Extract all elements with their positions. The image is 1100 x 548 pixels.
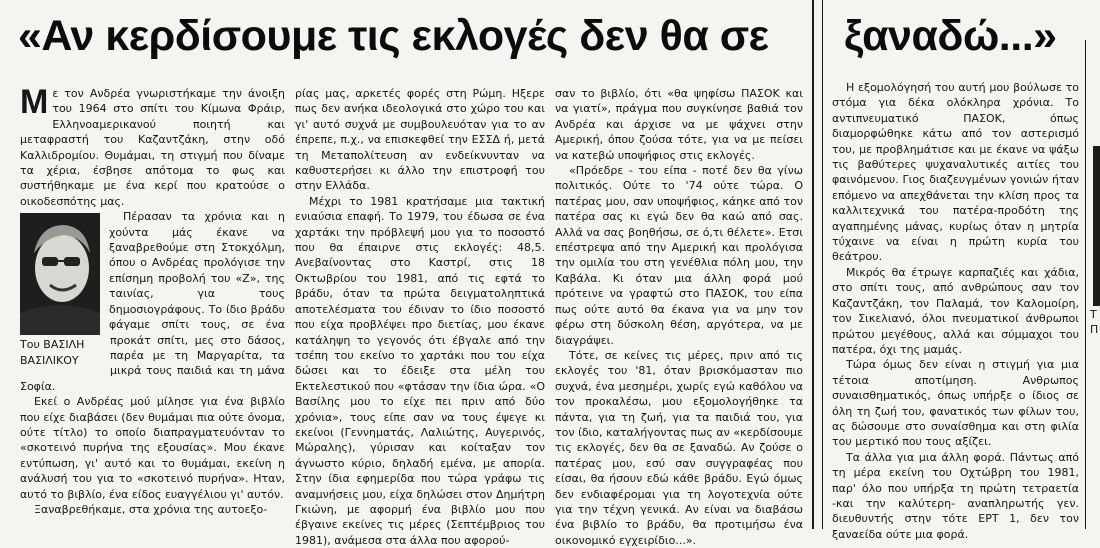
paragraph: ε τον Ανδρέα γνωριστήκαμε την άνοιξη του 1964 στο σπίτι του Κίμωνα Φράιρ, Ελληνοαμερικανού ποιητή και μεταφραστή του Καζαντζάκη, στην οδό Καλλιδρομίου. Θυμάμαι, τη στιγμή που δίναμε τα χέρια, έσβησε απότομα το φως και συστήθηκαμε με ένα κερί που κρατούσε ο οικοδεσπότης μας.	[20, 87, 285, 208]
paragraph: Η εξομολόγησή του αυτή μου βούλωσε το στόμα για δέκα ολόκληρα χρόνια. Το αντιπνευματικό ΠΑΣΟΚ, όπως διαμορφώθηκε κάτω από τον αστερισμό του, με προβλημάτισε και με έκανε να ψάξω τις βαθύτερες ψυχαναλυτικές αιτίες του φαινόμενου. Γιος διαζευγμένων γονιών ήταν επόμενο να απεχθάνεται την κλίση προς τα καλλιτεχνικά του πατέρα-προδότη της αγαπημένης μάνας, κυρίως όταν η μητρία τύχαινε να είναι η πρώτη κυρία του θεάτρου.	[832, 81, 1079, 264]
paragraph: Τώρα όμως δεν είναι η στιγμή για μια τέτοια αποτίμηση. Ανθρωπος συναισθηματικός, όπως υπήρξε ο ίδιος σε όλη τη ζωή του, φανατικός των φίλων του, ας δώσουμε στο συναίσθημα και στη φιλία του μερτικό που τους αξίζει.	[832, 358, 1079, 449]
column-divider	[1085, 40, 1086, 529]
cropped-caption: Τ Π	[1090, 308, 1099, 337]
article-column-1	[20, 83, 285, 517]
article-column-4	[832, 80, 1079, 542]
paragraph: Μέχρι το 1981 κρατήσαμε μια τακτική ενιαύσια επαφή. Το 1979, του έδωσα σε ένα χαρτάκι την πρόβλεψή μου για το ποσοστό που θα έπαιρνε στις εκλογές: 48,5. Ανεβαίνοντας στο Καστρί, στις 18 Οκτωβρίου του 1981, από τις εφτά το βράδυ, όταν τα πρώτα δειγματοληπτικά αποτελέσματα του έδιναν το ίδιο ποσοστό που είχα προβλέψει προ διετίας, μου έκανε κατάληψη το γεγονός ότι έβγαλε από την τσέπη του εκείνο το χαρτάκι που του είχα δώσει και το έδειξε στα μέλη του Εκτελεστικού που «φτάσαν την ίδια ώρα. «Ο Βασίλης μου το είχε πει πριν από δύο χρόνια», τους είπε σαν να τους έψεγε κι εκείνοι (Γεννηματάς, Λαλιώτης, Αυγερινός, Μώραλης), γύρισαν και κοίταξαν τον άγνωστο κύριο, δηλαδή εμένα, με απορία. Στην ίδια εφημερίδα που τώρα γράφω τις αναμνήσεις μου, είχα δηλώσει στον Δημήτρη Γκιώνη, με αφορμή ένα βιβλίο μου που έβγαινε εκείνες τις μέρες (Σεπτέμβριος του 1981), ανάμεσα στα άλλα που αφορού-	[295, 194, 545, 547]
column-divider	[812, 0, 814, 529]
paragraph: Ξαναβρεθήκαμε, στα χρόνια της αυτοεξο-	[34, 502, 268, 516]
drop-cap: Μ	[20, 83, 49, 121]
headline-left: «Αν κερδίσουμε τις εκλογές δεν θα σε	[18, 12, 769, 60]
cropped-photo-edge	[1093, 146, 1100, 306]
paragraph: σαν το βιβλίο, ότι «θα ψηφίσω ΠΑΣΟΚ και να γιατί», πράγμα που συγκίνησε βαθιά τον Ανδρέα και άρχισε να με ψάχνει στην Αμερική, όπου ζούσα τότε, για να με πείσει να κατεβώ υποψήφιος στις εκλογές.	[555, 87, 803, 162]
paragraph: Τότε, σε κείνες τις μέρες, πριν από τις εκλογές του '81, όταν βρισκόμασταν πιο συχνά, ένα μεσημέρι, χωρίς εγώ καθόλου να τον προκαλέσω, μου εξομολογήθηκε τα πάντα, για τη ζωή, για τα παιδιά του, για τον ίδιο, καταλήγοντας πως αν «κερδίσουμε τις εκλογές, δεν θα σε ξαναδώ. Αν ζούσε ο πατέρας μου, εσύ σαν συγγραφέας που είσαι, θα ήσουν εδώ κάθε βράδυ. Εγώ όμως δεν ενδιαφέρομαι για τη λογοτεχνία ούτε για την τέχνη γενικά. Αν είναι να διαβάσω ένα βιβλίο το βράδυ, θα προτιμήσω ένα οικονομικό εγχειρίδιο...».	[555, 348, 803, 547]
paragraph: Πέρασαν τα χρόνια και η χούντα μάς έκανε να ξαναβρεθούμε στη Στοκχόλμη, όπου ο Ανδρέας προλόγισε την επίσημη προβολή του «Ζ», της ταινίας, για τους δημοσιογράφους. Το ίδιο βράδυ φάγαμε σπίτι τους, σε ένα προκάτ σπίτι, μες στο δάσος, παρέα με τη Μαργαρίτα, τα μικρά τους παιδιά και τη μάνα Σοφία.	[20, 210, 285, 393]
paragraph: Εκεί ο Ανδρέας μού μίλησε για ένα βιβλίο που είχε διαβάσει (δεν θυμάμαι πια ούτε όνομα, ούτε τίτλο) το οποίο διαπραγματευόνταν το «σκοτεινό πυρήνα της εξουσίας». Μου έκανε εντύπωση, γι' αυτό και το θυμάμαι, εκείνη η ανάλυσή του για το «σκοτεινό πυρήνα». Ηταν, αυτό το βιβλίο, ένα είδος ευαγγέλιου γι' αυτόν.	[20, 395, 285, 501]
paragraph: Μικρός θα έτρωγε καρπαζιές και χάδια, στο σπίτι τους, από ανθρώπους σαν τον Καζαντζάκη, τον Παλαμά, τον Καλομοίρη, τον Σικελιανό, όλοι πνευματικοί άνθρωποι πρώτου μεγέθους, αλλά και σύμμαχοι του πατέρα, όχι της μαμάς.	[832, 265, 1079, 356]
column-divider	[822, 0, 823, 529]
paragraph: Τα άλλα για μια άλλη φορά. Πάντως από τη μέρα εκείνη του Οχτώβρη του 1981, παρ' όλο που υπήρξα τη πρώτη τετραετία -και την καλύτερη- αναπληρωτής γεν. διευθυντής στην τότε ΕΡΤ 1, δεν τον ξαναείδα ούτε μια φορά.	[832, 450, 1079, 541]
author-photo	[20, 213, 100, 335]
paragraph: «Πρόεδρε - του είπα - ποτέ δεν θα γίνω πολιτικός. Ούτε το '74 ούτε τώρα. Ο πατέρας μου, σαν υποψήφιος, κάηκε από τον πατέρα σας κι εγώ δεν θα καώ από σας. Αλλά να σας βοηθήσω, σε ό,τι θέλετε». Ετσι επέστρεψα από την Αμερική και προλόγισα την ομιλία του στη γενέθλια πόλη μου, την Καβάλα. Κι όταν μια άλλη φορά μού πρότεινε να γραφτώ στο ΠΑΣΟΚ, του είπα πως ούτε αυτό θα έκανα για να μην τον φέρω στη δύσκολη θέση, αργότερα, να με διαγράψει.	[555, 164, 803, 347]
photo-caption: Του ΒΑΣΙΛΗ ΒΑΣΙΛΙΚΟΥ	[20, 338, 85, 367]
article-column-2	[295, 86, 545, 548]
article-column-3	[555, 86, 803, 548]
headline-right: ξαναδώ...»	[844, 12, 1057, 60]
paragraph: ρίας μας, αρκετές φορές στη Ρώμη. Ηξερε πως δεν ανήκα ιδεολογικά στο χώρο του και γι' αυτό συχνά με συμβουλευόταν για το αν έπρεπε, π.χ., να επισκεφθεί την ΕΣΣΔ ή, μετά τη Μεταπολίτευση αν ενδείκνυνταν να καθυστερήσει κι άλλο την επιστροφή του στην Ελλάδα.	[295, 87, 545, 193]
